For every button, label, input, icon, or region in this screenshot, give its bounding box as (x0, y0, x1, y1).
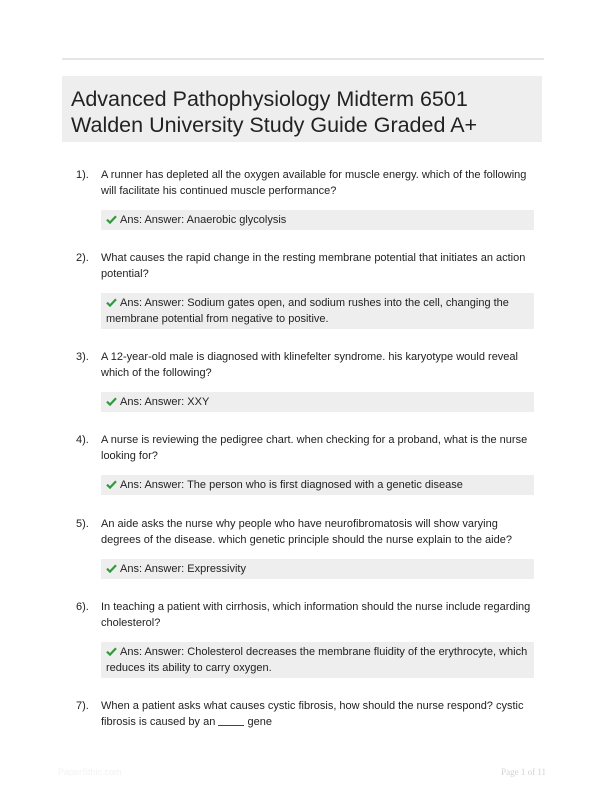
footer-site: PaperSthic.com (58, 767, 122, 777)
question-text: A runner has depleted all the oxygen available for muscle energy. which of the following will facilitate his continued muscle performance? (101, 169, 527, 197)
answer-text: Expressivity (187, 563, 246, 575)
question-text-part-1: When a patient asks what causes cystic fibrosis, how should the nurse respond? cystic fibrosis is caused by an (101, 700, 524, 728)
question-number: 5). (76, 518, 89, 530)
question-text: A 12-year-old male is diagnosed with klinefelter syndrome. his karyotype would reveal which of the following? (101, 351, 518, 379)
check-icon (106, 298, 117, 307)
question-number: 6). (76, 601, 89, 613)
check-icon (106, 647, 117, 656)
question-number: 7). (76, 700, 89, 712)
answer-prefix: Ans: Answer: (120, 214, 187, 226)
check-icon (106, 397, 117, 406)
check-icon (106, 480, 117, 489)
answer-box (101, 642, 534, 678)
footer-page-number: Page 1 of 11 (501, 767, 546, 777)
question-3 (62, 349, 542, 412)
answer-box (101, 475, 534, 495)
question-number: 2). (76, 252, 89, 264)
answer-box (101, 210, 534, 230)
answer-box (101, 293, 534, 329)
answer-prefix: Ans: Answer: (120, 396, 188, 408)
question-number: 4). (76, 434, 89, 446)
answer-prefix: Ans: Answer: (120, 297, 188, 309)
question-1 (62, 167, 542, 230)
answer-prefix: Ans: Answer: (120, 646, 188, 658)
question-7 (62, 698, 542, 730)
document-title-box (62, 76, 542, 142)
question-6 (62, 599, 542, 678)
answer-text: Anaerobic glycolysis (186, 214, 287, 226)
question-4 (62, 432, 542, 495)
question-text: In teaching a patient with cirrhosis, which information should the nurse include regarding cholesterol? (101, 601, 531, 629)
answer-blank (218, 725, 244, 726)
question-number: 3). (76, 351, 89, 363)
answer-text: XXY (187, 396, 210, 408)
question-text (101, 698, 535, 730)
question-text: An aide asks the nurse why people who have neurofibromatosis will show varying degrees of the disease. which genetic principle should the nurse explain to the aide? (101, 518, 512, 546)
question-text-part-2: gene (247, 716, 272, 728)
check-icon (106, 215, 117, 224)
top-rule (62, 58, 544, 60)
answer-box (101, 392, 534, 412)
question-text: A nurse is reviewing the pedigree chart. when checking for a proband, what is the nurse looking for? (101, 434, 528, 462)
answer-text: The person who is first diagnosed with a genetic disease (187, 479, 463, 491)
answer-box (101, 559, 534, 579)
answer-text: Cholesterol decreases the membrane fluidity of the erythrocyte, which reduces its ability to carry oxygen. (106, 646, 528, 674)
document-title-line-1: Advanced Pathophysiology Midterm 6501 (71, 87, 468, 111)
question-text: What causes the rapid change in the resting membrane potential that initiates an action potential? (101, 252, 526, 280)
question-number: 1). (76, 169, 89, 181)
question-2 (62, 250, 542, 329)
question-5 (62, 516, 542, 579)
document-title-line-2: Walden University Study Guide Graded A+ (71, 113, 478, 137)
answer-prefix: Ans: Answer: (120, 479, 188, 491)
check-icon (106, 564, 117, 573)
answer-text: Sodium gates open, and sodium rushes into the cell, changing the membrane potential from negative to positive. (106, 297, 509, 325)
answer-prefix: Ans: Answer: (120, 563, 188, 575)
